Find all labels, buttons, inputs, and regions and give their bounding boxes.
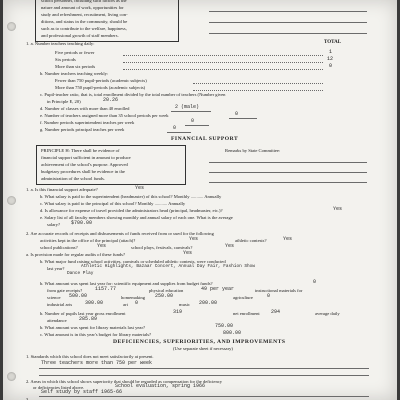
remarks-line <box>209 22 367 23</box>
teaching-row-label: Six periods <box>55 57 76 62</box>
fin-q1d-answer: Yes <box>333 206 343 212</box>
q1c-label: c. Pupil-teacher ratio, that is, total enrollment divided by the total number of teachers (Number given <box>40 92 226 97</box>
fin-q3b-2: last year? <box>47 266 65 271</box>
document-page <box>3 0 397 400</box>
fin-q3a: a. Is provision made for regular audits of these funds? <box>26 252 125 257</box>
q1d-label: d. Number of classes with more than 40 enrolled <box>40 106 130 111</box>
fin-q4h: industrial arts <box>47 302 73 307</box>
q1d-value: 2 (male) <box>175 104 200 110</box>
def-q2: 2. Areas in which this school shows superiority that should be regarded as compensation for the deficiency <box>26 379 223 384</box>
fin-q4g: agriculture <box>233 295 253 300</box>
fin-q4f: homemaking <box>121 295 145 300</box>
financial-support-heading: FINANCIAL SUPPORT <box>171 136 239 142</box>
weekly-row-label: More than 750 pupil-periods (academic subjects) <box>55 85 146 90</box>
punch-hole <box>7 196 16 205</box>
deficiencies-subheading: (Use separate sheet if necessary) <box>173 346 233 351</box>
q1g-value: 0 <box>173 125 177 131</box>
fin-q4i-answer: 0 <box>135 300 139 306</box>
def-q3: 3. <box>26 397 30 400</box>
fin-q2d-answer: Yes <box>97 243 107 249</box>
fin-q5b-answer: 294 <box>271 309 281 315</box>
fin-q1e: e. Salary list of all faculty members showing monthly and annual salary of each one. What is the average <box>40 215 233 220</box>
fin-q4b-answer: 1157.77 <box>95 286 117 292</box>
fin-q4d: instructional materials for <box>255 288 303 293</box>
teaching-row-value: 1 <box>329 49 333 55</box>
total-header: TOTAL <box>324 40 342 45</box>
fin-q4c: physical education <box>149 288 184 293</box>
remarks-line <box>209 11 367 12</box>
principle-h-line: PRINCIPLE H: There shall be evidence of <box>41 148 120 153</box>
fin-q2b: activities kept in the office of the principal (attach)? <box>40 238 136 243</box>
fin-q2c-answer: Yes <box>283 236 293 242</box>
fin-q1a: 1. a. Is this financial support adequate? <box>26 187 98 192</box>
punch-hole <box>7 372 16 381</box>
fin-q1b: b. What salary is paid to the superintendent (headmaster) of this school? Monthly ........... Annually <box>40 194 222 199</box>
fin-q1a-answer: Yes <box>135 185 145 191</box>
teaching-row-label: Five periods or fewer <box>55 50 95 55</box>
teaching-row-value: 0 <box>329 63 333 69</box>
fin-q1d: d. Is allowance for expense of travel provided the administrators head (principal, headmaster, etc.)? <box>40 208 223 213</box>
fin-q1e-answer: $700.00 <box>71 220 93 226</box>
principle-i-line: ditions, and status in the community, should be <box>41 19 128 24</box>
fin-q4f-answer: 250.00 <box>155 293 174 299</box>
principle-h-line: financial support sufficient in amount to produce <box>41 155 131 160</box>
fin-q2b-answer: Yes <box>189 236 199 242</box>
principle-i-line: school personnel, including such factors as the <box>41 0 127 3</box>
principle-h-line: achievement of the school's purpose. Approved <box>41 162 128 167</box>
fin-q3b-answer: Athletic Highlights, Bazaar Concert, Annual Day Fair, Fashion Show <box>81 264 255 269</box>
def-q1-answer: Three teachers more than 750 per week <box>41 360 153 366</box>
principle-i-line: nature and amount of work, opportunities for <box>41 5 124 10</box>
fin-q5c: average daily <box>315 311 340 316</box>
q1f-label: f. Number periods superintendent teaches per week <box>40 120 135 125</box>
fin-q4b: from gate receipts? <box>47 288 83 293</box>
principle-h-line: administration of the school funds. <box>41 176 105 181</box>
fin-q4j-answer: 200.00 <box>199 300 218 306</box>
fin-q2e: school plays, festivals, carnivals? <box>131 245 193 250</box>
principle-i-line: study and refreshment, recruitment, living con- <box>41 12 128 17</box>
fin-q2c: athletic contests? <box>235 238 267 243</box>
fin-q4i: art <box>123 302 128 307</box>
q1c-value: 20.26 <box>103 97 119 103</box>
fin-q4-answer: 0 <box>313 279 317 285</box>
fin-q5d: attendance <box>47 318 67 323</box>
fin-q4g-answer: 0 <box>267 293 271 299</box>
teaching-row-label: More than six periods <box>55 64 96 69</box>
fin-q2e-answer: Yes <box>225 243 235 249</box>
q1e-value: 0 <box>235 111 239 117</box>
fin-q4: b. What amount was spent last year for: scientific equipment and supplies from budget funds? <box>40 281 213 286</box>
principle-i-line: such as to contribute to the welfare, happiness, <box>41 26 127 31</box>
q1f-value: 0 <box>191 118 195 124</box>
fin-q2d: school publications? <box>40 245 78 250</box>
fin-q1c: c. What salary is paid to the principal of this school? Monthly ........... Annually <box>40 201 186 206</box>
fin-q5b: net enrollment <box>233 311 260 316</box>
q1b-label: b. Number teachers teaching weekly: <box>40 71 109 76</box>
def-q2c-answer: Self study by staff 1965-66 <box>41 389 123 395</box>
deficiencies-heading: DEFICIENCIES, SUPERIORITIES, AND IMPROVEMENTS <box>113 339 286 345</box>
fin-q6-answer: 750.00 <box>215 323 234 329</box>
fin-q4c-answer: 49 per year <box>201 286 235 292</box>
weekly-row-label: Fewer than 750 pupil-periods (academic subjects) <box>55 78 147 83</box>
fin-q3b-answer-2: Dance Play <box>67 271 94 276</box>
fin-q3b: b. What major fund raising school activities, carnivals or scheduled athletic contests, were conducted <box>40 259 226 264</box>
fin-q4e-answer: 500.00 <box>69 293 88 299</box>
def-q2b: or deficiencies listed above. <box>33 385 85 390</box>
fin-q3a-answer: Yes <box>183 250 193 256</box>
teaching-row-value: 12 <box>327 56 334 62</box>
fin-q4h-answer: 300.00 <box>85 300 104 306</box>
punch-hole <box>7 22 16 31</box>
fin-q4j: music <box>179 302 190 307</box>
def-q1: 1. Standards which this school does not meet satisfactorily at present. <box>26 354 154 359</box>
fin-q5-answer: 319 <box>173 309 183 315</box>
q1e-label: e. Number of teachers assigned more than 35 school periods per week <box>40 113 169 118</box>
remarks-label: Remarks by State Committee: <box>225 148 281 153</box>
fin-q7: c. What amount is in this year's budget for library materials? <box>40 332 152 337</box>
q1a-label: 1. a. Number teachers teaching daily: <box>26 41 95 46</box>
principle-h-line: budgetary procedures shall be evidence in the <box>41 169 125 174</box>
fin-q6: b. What amount was spent for library materials last year? <box>40 325 146 330</box>
remarks-line <box>209 33 367 34</box>
fin-q5d-answer: 285.89 <box>79 316 98 322</box>
def-q2b-answer: School evaluation, spring 1966 <box>115 383 206 389</box>
q1g-label: g. Number periods principal teaches per week <box>40 127 125 132</box>
fin-q7-answer: 800.00 <box>223 330 242 336</box>
fin-q4e: science <box>47 295 61 300</box>
fin-q1e-2: salary? <box>47 222 61 227</box>
fin-q2: 2. Are accurate records of receipts and disbursements of funds received from or used for the following <box>26 231 214 236</box>
fin-q5: b. Number of pupils last year gross enrollment <box>40 311 126 316</box>
principle-i-line: and professional growth of staff members. <box>41 33 119 38</box>
q1c-label-2: in Principle E, 20) <box>47 99 81 104</box>
